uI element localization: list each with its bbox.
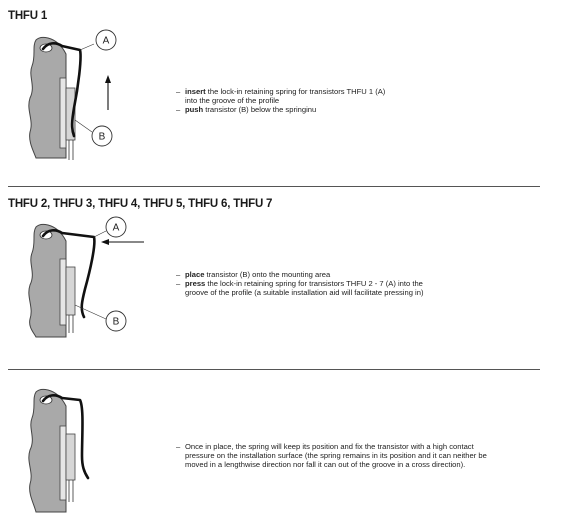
transistor — [66, 267, 75, 315]
section-1-instructions — [176, 87, 385, 115]
arrow-left-icon — [101, 239, 144, 245]
instruction-line: groove of the profile (a suitable installation aid will facilitate pressing in) — [185, 288, 424, 298]
section-1-title: THFU 1 — [8, 10, 48, 22]
instruction-line: – place transistor (B) onto the mounting area — [176, 270, 331, 279]
arrow-up-icon — [105, 75, 111, 110]
callout-a-label: A — [112, 222, 120, 234]
section-divider — [8, 186, 540, 187]
section-2-instructions — [176, 270, 423, 298]
instruction-line: pressure on the installation surface (the spring remains in its position and it can neither be — [185, 451, 487, 461]
thfu2-7-mounting-diagram — [22, 215, 152, 345]
callout-b-label: B — [98, 131, 106, 143]
instruction-line: into the groove of the profile — [185, 96, 280, 106]
instruction-line: – press the lock-in retaining spring for transistors THFU 2 - 7 (A) into the — [176, 279, 423, 289]
instruction-line: moved in a lengthwise direction nor fall it can out of the groove in a cross direction). — [185, 460, 466, 470]
installed-spring-diagram — [22, 380, 132, 520]
mounting-plate — [60, 259, 66, 325]
section-2-title: THFU 2, THFU 3, THFU 4, THFU 5, THFU 6, THFU 7 — [8, 198, 273, 210]
thfu1-mounting-diagram — [22, 28, 132, 168]
mounting-plate — [60, 426, 66, 500]
instruction-line: – Once in place, the spring will keep its position and fix the transistor with a high contact — [176, 442, 474, 451]
section-3-instructions — [176, 442, 487, 470]
instruction-line: – push transistor (B) below the springinu — [176, 105, 317, 115]
mounting-plate — [60, 78, 66, 148]
callout-b-label: B — [112, 316, 120, 328]
instruction-line: – insert the lock-in retaining spring for transistors THFU 1 (A) — [176, 87, 386, 96]
section-divider — [8, 369, 540, 370]
callout-a-label: A — [102, 35, 110, 47]
transistor — [66, 434, 75, 480]
